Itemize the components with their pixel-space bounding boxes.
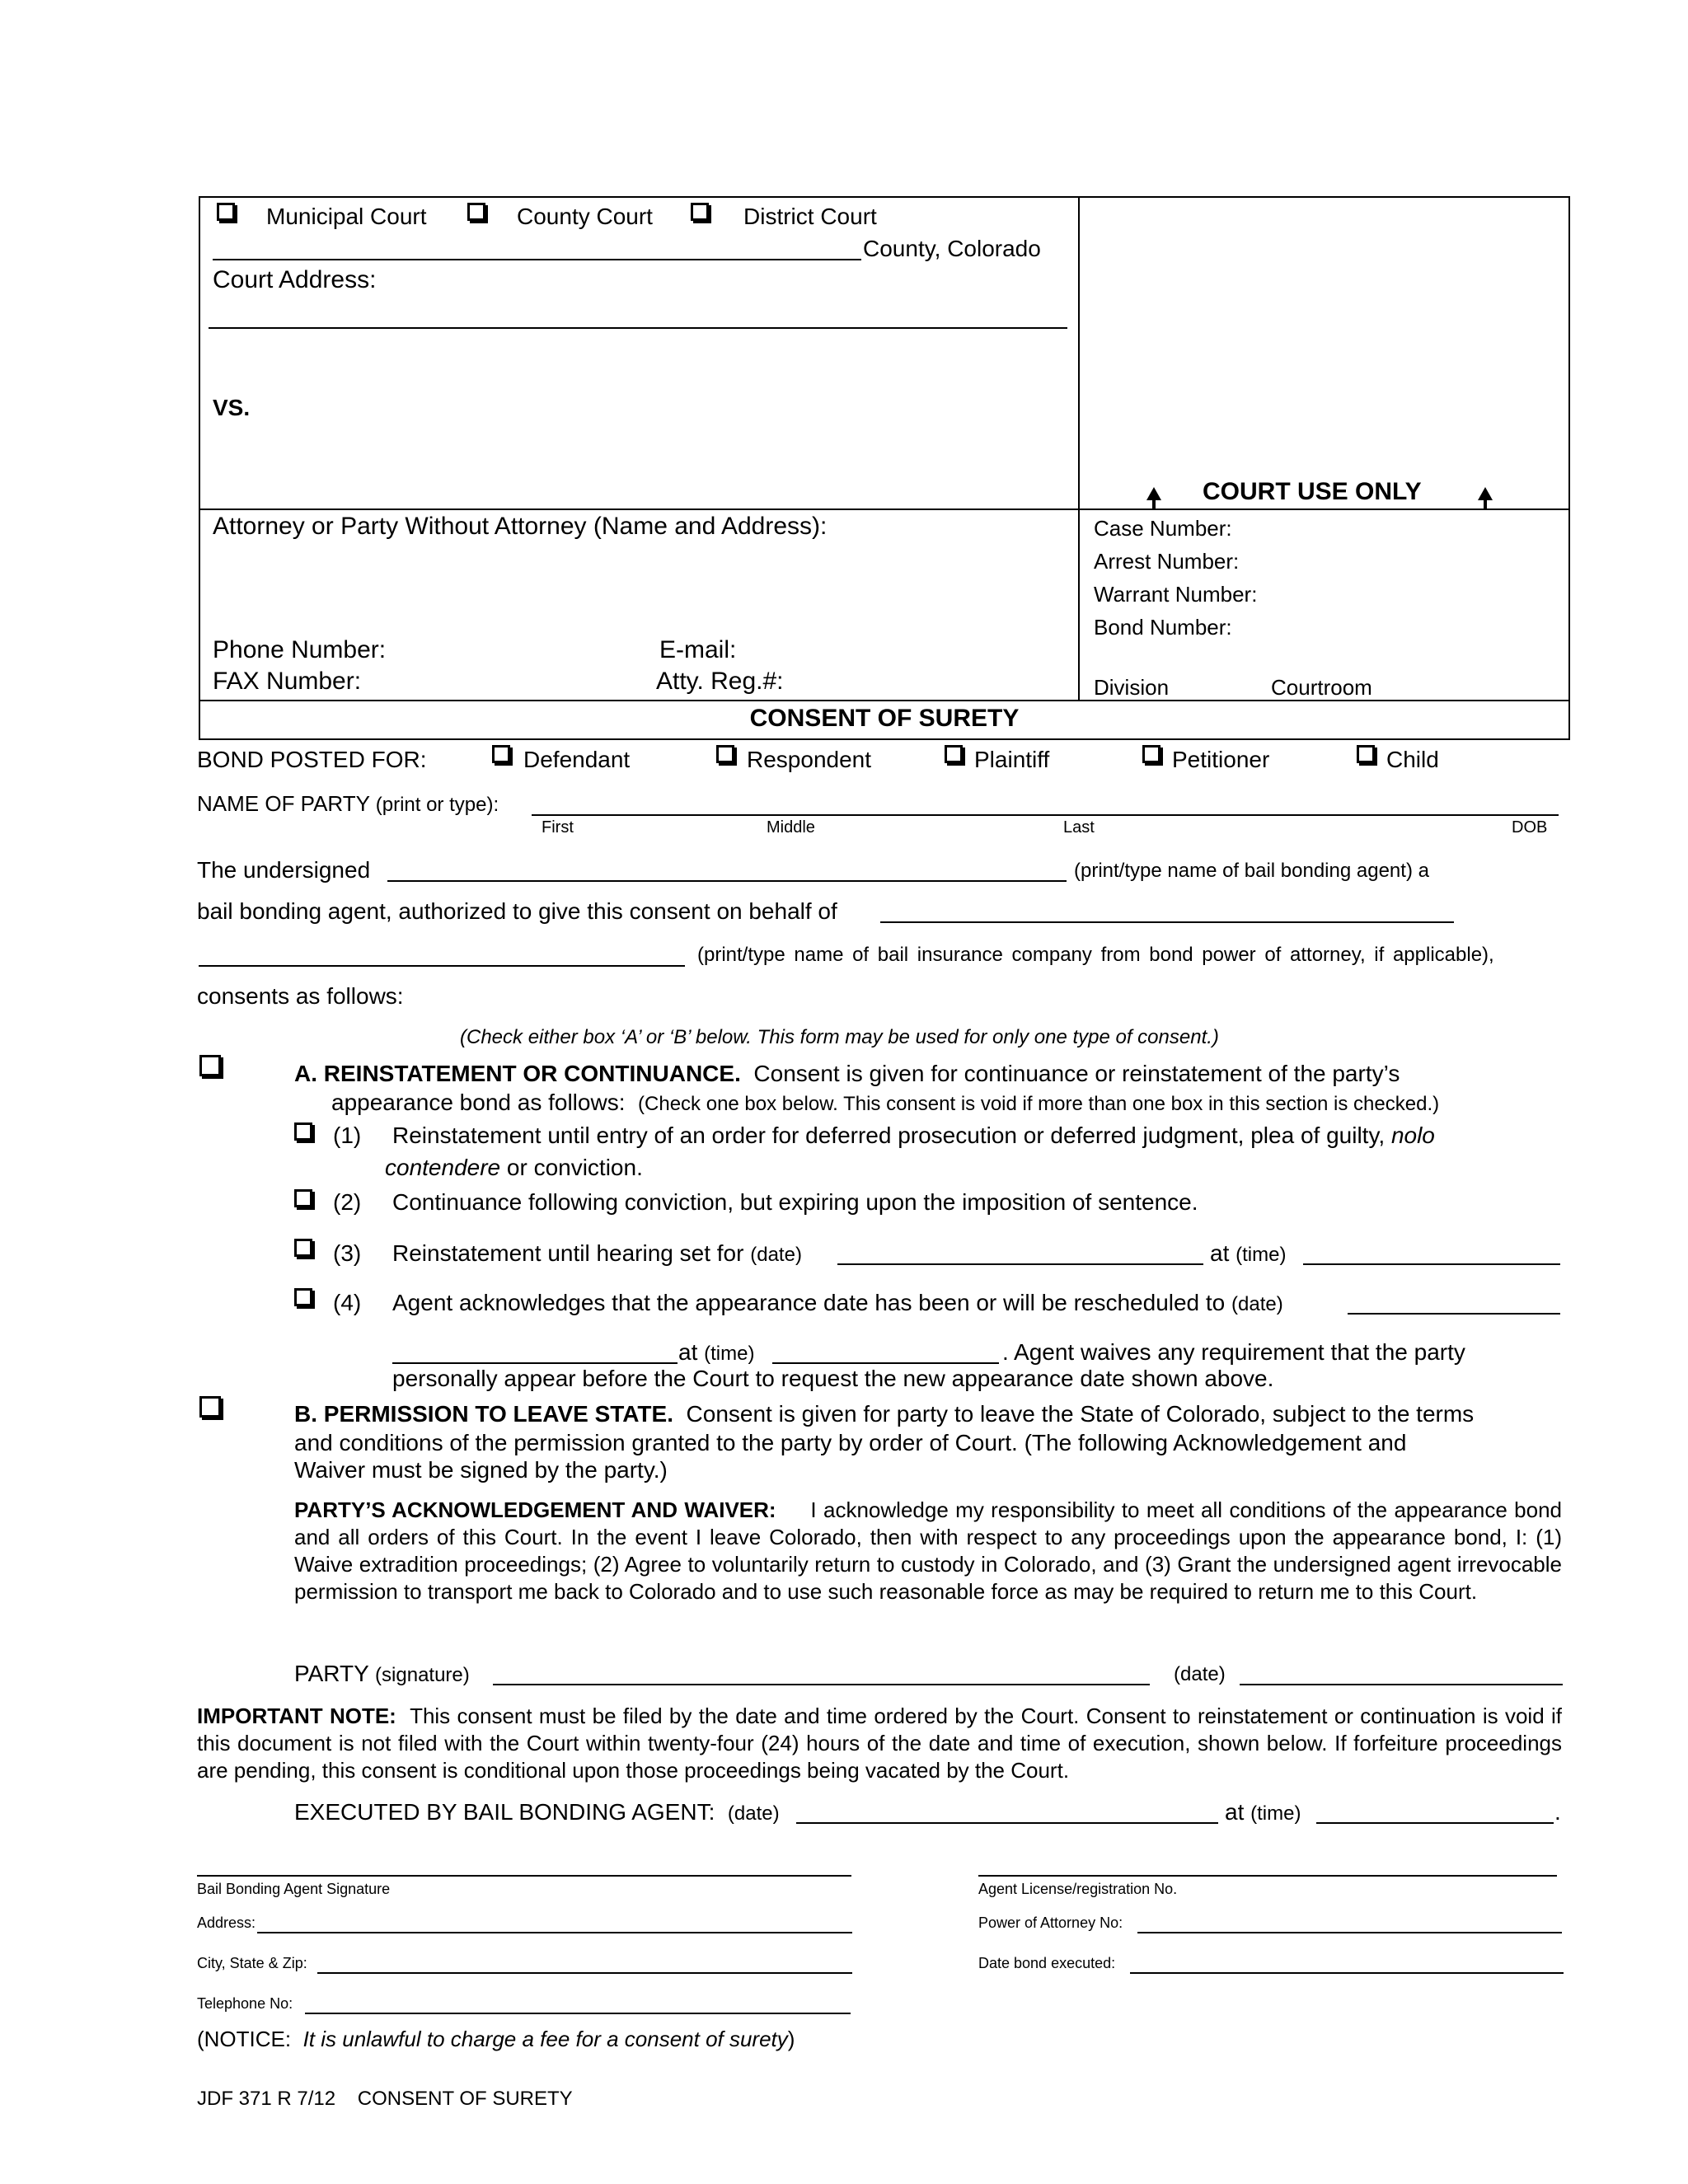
check-note: (Check either box ‘A’ or ‘B’ below. This form may be used for only one type of consent.) (460, 1026, 1219, 1048)
bond-number-label: Bond Number: (1094, 615, 1232, 640)
child-label: Child (1386, 747, 1439, 772)
section-a-checkbox[interactable] (199, 1055, 221, 1076)
section-a-line1: A. REINSTATEMENT OR CONTINUANCE. Consent is given for continuance or reinstatement of the party’s (294, 1061, 1400, 1086)
executed-period: . (1554, 1799, 1561, 1825)
power-of-attorney-line[interactable] (1137, 1932, 1562, 1933)
caption-divider-vertical (1078, 196, 1080, 701)
item2-number: (2) (333, 1189, 362, 1215)
telephone-line[interactable] (305, 2013, 851, 2014)
plaintiff-checkbox[interactable] (945, 745, 963, 763)
executed-time-line[interactable] (1316, 1822, 1554, 1824)
item4-line2: personally appear before the Court to request the new appearance date shown above. (392, 1366, 1274, 1391)
email-label: E-mail: (659, 636, 737, 663)
bond-posted-for-label: BOND POSTED FOR: (197, 747, 427, 772)
caption-divider-h1 (199, 509, 1570, 510)
section-b-line1: B. PERMISSION TO LEAVE STATE. Consent is given for party to leave the State of Colorado, subject to the terms (294, 1401, 1475, 1427)
first-name-caption: First (542, 818, 574, 837)
executed-label: EXECUTED BY BAIL BONDING AGENT: (date) (294, 1799, 780, 1825)
item1-number: (1) (333, 1122, 362, 1148)
fax-number-label: FAX Number: (213, 668, 362, 695)
item3-at-time: at (time) (1210, 1240, 1287, 1266)
respondent-checkbox[interactable] (716, 745, 734, 763)
division-label: Division (1094, 675, 1170, 700)
name-of-party-label: NAME OF PARTY (print or type): (197, 791, 499, 816)
item4-text: Agent acknowledges that the appearance date has been or will be rescheduled to (date) (392, 1290, 1283, 1315)
item3-checkbox[interactable] (294, 1239, 312, 1257)
plaintiff-label: Plaintiff (974, 747, 1050, 772)
item3-time-line[interactable] (1303, 1263, 1560, 1265)
important-note: IMPORTANT NOTE: This consent must be filed by the date and time ordered by the Court. Consent to reinstatement or continuation is void if this document is not filed with the Court within twenty-four (24) hours of the date and time of execution, shown below. If forfeiture proceedings are pending, this consent is conditional upon those proceedings being vacated by the Court. (197, 1704, 1562, 1783)
item1-text-cont: contendere or conviction. (385, 1155, 643, 1180)
section-b-checkbox[interactable] (199, 1396, 221, 1418)
atty-reg-label: Atty. Reg.#: (656, 668, 784, 695)
agent-license-line[interactable] (978, 1875, 1557, 1877)
acknowledgement-paragraph: PARTY’S ACKNOWLEDGEMENT AND WAIVER: I acknowledge my responsibility to meet all conditions of the appearance bond and all orders of this Court. In the event I leave Colorado, then with respect to any proceedings upon the appearance bond, I: (1) Waive extradition proceedings; (2) Agree to voluntarily return to custody in Colorado, and (3) Grant the undersigned agent irrevocable permission to transport me back to Colorado and to use such reasonable force as may be required to return me to this Court. (294, 1497, 1562, 1604)
warrant-number-label: Warrant Number: (1094, 582, 1258, 607)
defendant-label: Defendant (523, 747, 631, 772)
agent-name-hint: (print/type name of bail bonding agent) a (1074, 860, 1429, 882)
party-signature-line[interactable] (493, 1684, 1150, 1685)
district-court-checkbox[interactable] (691, 203, 709, 221)
dob-caption: DOB (1512, 818, 1548, 837)
item3-date-line[interactable] (837, 1263, 1203, 1265)
up-arrow-icon (1146, 487, 1161, 500)
item4-waive-text: . Agent waives any requirement that the party (1002, 1339, 1465, 1365)
company-hint: (print/type name of bail insurance company from bond power of attorney, if applicable), (697, 944, 1494, 966)
attorney-label: Attorney or Party Without Attorney (Name and Address): (213, 513, 828, 540)
agent-license-caption: Agent License/registration No. (978, 1881, 1178, 1897)
petitioner-checkbox[interactable] (1142, 745, 1160, 763)
agent-address-label: Address: (197, 1915, 256, 1931)
executed-date-line[interactable] (796, 1822, 1218, 1824)
undersigned-label: The undersigned (197, 857, 371, 883)
courtroom-label: Courtroom (1271, 675, 1372, 700)
defendant-checkbox[interactable] (492, 745, 510, 763)
agent-address-line[interactable] (257, 1932, 852, 1933)
company-name-line[interactable] (880, 921, 1454, 923)
footer-form-id: JDF 371 R 7/12 CONSENT OF SURETY (197, 2088, 573, 2110)
item4-date-line[interactable] (1348, 1313, 1560, 1315)
caption-box (199, 196, 1570, 740)
date-bond-executed-line[interactable] (1130, 1972, 1564, 1974)
insurance-company-line[interactable] (199, 965, 685, 967)
county-suffix-label: County, Colorado (863, 236, 1041, 261)
notice-text: (NOTICE: It is unlawful to charge a fee for a consent of surety) (197, 2027, 795, 2051)
case-number-label: Case Number: (1094, 516, 1232, 541)
city-state-zip-label: City, State & Zip: (197, 1955, 307, 1971)
vs-label: VS. (213, 395, 251, 420)
item4-time-line[interactable] (772, 1362, 999, 1364)
agent-signature-line[interactable] (197, 1875, 851, 1877)
item3-text: Reinstatement until hearing set for (date) (392, 1240, 802, 1266)
section-a-line2: appearance bond as follows: (Check one box below. This consent is void if more than one box in this section is checked.) (331, 1090, 1440, 1115)
county-court-label: County Court (517, 204, 653, 229)
item1-checkbox[interactable] (294, 1122, 312, 1141)
phone-number-label: Phone Number: (213, 636, 387, 663)
section-b-line3: Waiver must be signed by the party.) (294, 1457, 668, 1483)
petitioner-label: Petitioner (1172, 747, 1270, 772)
item1-text: Reinstatement until entry of an order for deferred prosecution or deferred judgment, plea of guilty, nolo (392, 1122, 1435, 1148)
agent-name-line[interactable] (387, 880, 1067, 882)
consents-text: consents as follows: (197, 983, 404, 1009)
executed-at-time: at (time) (1225, 1799, 1301, 1825)
date-bond-executed-label: Date bond executed: (978, 1955, 1116, 1971)
municipal-court-label: Municipal Court (266, 204, 427, 229)
agent-signature-caption: Bail Bonding Agent Signature (197, 1881, 391, 1897)
arrest-number-label: Arrest Number: (1094, 549, 1240, 574)
item4-date-line-cont[interactable] (392, 1362, 678, 1364)
item2-checkbox[interactable] (294, 1189, 312, 1207)
authorized-text: bail bonding agent, authorized to give this consent on behalf of (197, 898, 837, 924)
power-of-attorney-label: Power of Attorney No: (978, 1915, 1123, 1931)
party-signature-label: PARTY (signature) (294, 1661, 470, 1686)
court-address-label: Court Address: (213, 266, 377, 293)
up-arrow-icon (1478, 487, 1493, 500)
court-address-line[interactable] (209, 327, 1067, 329)
court-use-only-label: COURT USE ONLY (1203, 478, 1422, 505)
county-name-line[interactable] (213, 259, 861, 260)
city-state-zip-line[interactable] (317, 1972, 852, 1974)
district-court-label: District Court (743, 204, 877, 229)
item4-number: (4) (333, 1290, 362, 1315)
child-checkbox[interactable] (1357, 745, 1375, 763)
middle-name-caption: Middle (767, 818, 815, 837)
last-name-caption: Last (1063, 818, 1095, 837)
item4-at-time: at (time) (678, 1339, 755, 1365)
party-date-line[interactable] (1240, 1684, 1563, 1685)
county-court-checkbox[interactable] (467, 203, 485, 221)
section-b-line2: and conditions of the permission granted to the party by order of Court. (The following Acknowledgement and (294, 1430, 1407, 1455)
telephone-label: Telephone No: (197, 1995, 293, 2012)
party-name-line[interactable] (532, 814, 1559, 816)
municipal-court-checkbox[interactable] (217, 203, 235, 221)
respondent-label: Respondent (747, 747, 872, 772)
form-title: CONSENT OF SURETY (749, 705, 1020, 732)
item4-checkbox[interactable] (294, 1288, 312, 1306)
party-date-hint: (date) (1174, 1663, 1226, 1685)
item2-text: Continuance following conviction, but expiring upon the imposition of sentence. (392, 1189, 1198, 1215)
item3-number: (3) (333, 1240, 362, 1266)
